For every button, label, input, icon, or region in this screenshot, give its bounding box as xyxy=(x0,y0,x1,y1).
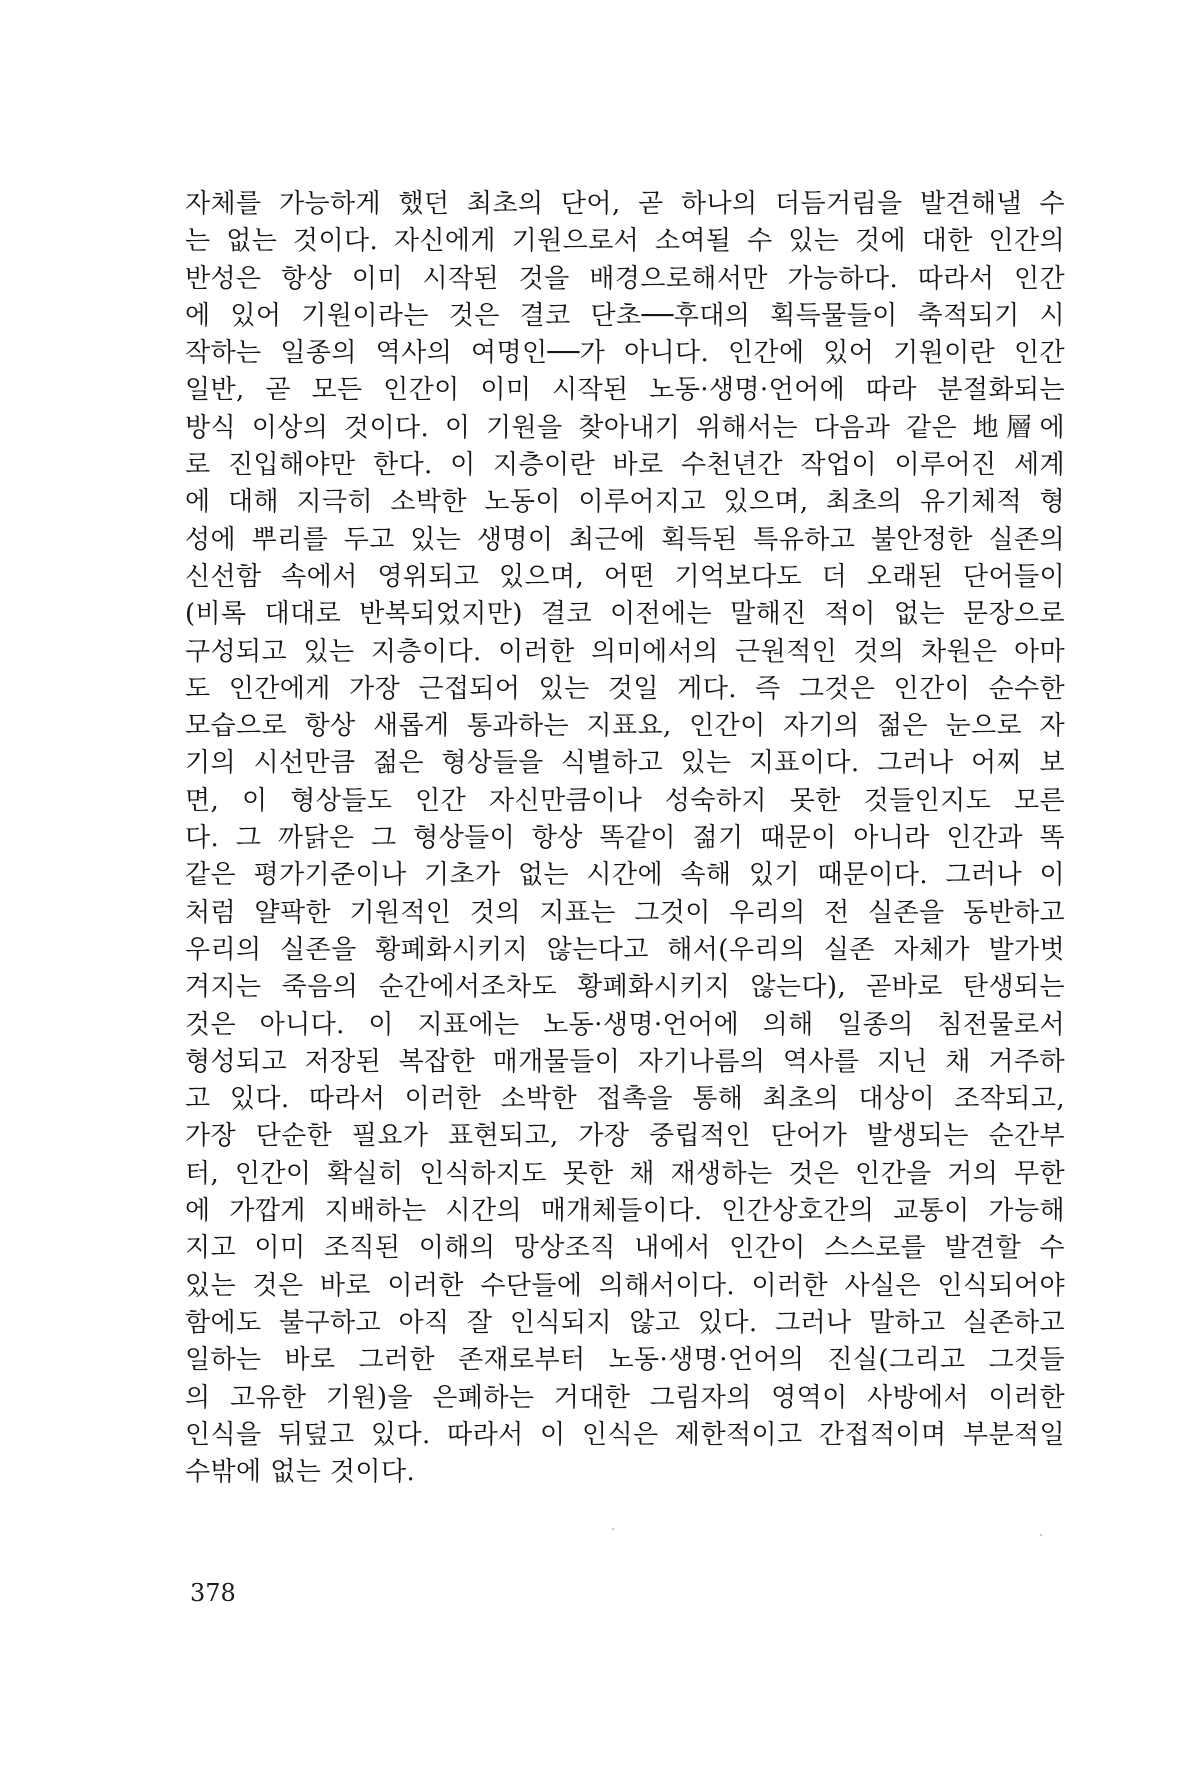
text-line: 일반, 곧 모든 인간이 이미 시작된 노동·생명·언어에 따라 분절화되는 xyxy=(185,375,1065,406)
text-line: 인식을 뒤덮고 있다. 따라서 이 인식은 제한적이고 간접적이며 부분적일 xyxy=(185,1419,1065,1450)
text-line: 성에 뿌리를 두고 있는 생명이 최근에 획득된 특유하고 불안정한 실존의 xyxy=(185,524,1065,555)
text-line: 반성은 항상 이미 시작된 것을 배경으로해서만 가능하다. 따라서 인간 xyxy=(185,263,1065,294)
text-line: 지고 이미 조직된 이해의 망상조직 내에서 인간이 스스로를 발견할 수 xyxy=(185,1233,1065,1264)
text-line: 일하는 바로 그러한 존재로부터 노동·생명·언어의 진실(그리고 그것들 xyxy=(185,1345,1065,1376)
text-line: 기의 시선만큼 젊은 형상들을 식별하고 있는 지표이다. 그러나 어찌 보 xyxy=(185,748,1065,779)
text-line: 것은 아니다. 이 지표에는 노동·생명·언어에 의해 일종의 침전물로서 xyxy=(185,1009,1065,1040)
body-text xyxy=(185,186,1065,1491)
text-line: 도 인간에게 가장 근접되어 있는 것일 게다. 즉 그것은 인간이 순수한 xyxy=(185,673,1065,704)
text-line: 로 진입해야만 한다. 이 지층이란 바로 수천년간 작업이 이루어진 세계 xyxy=(185,450,1065,481)
text-line: 면, 이 형상들도 인간 자신만큼이나 성숙하지 못한 것들인지도 모른 xyxy=(185,785,1065,816)
text-line: 자체를 가능하게 했던 최초의 단어, 곧 하나의 더듬거림을 발견해낼 수 xyxy=(185,189,1065,219)
text-line: 함에도 불구하고 아직 잘 인식되지 않고 있다. 그러나 말하고 실존하고 xyxy=(185,1307,1065,1338)
text-line: 는 없는 것이다. 자신에게 기원으로서 소여될 수 있는 것에 대한 인간의 xyxy=(185,226,1065,257)
text-line: 다. 그 까닭은 그 형상들이 항상 똑같이 젊기 때문이 아니라 인간과 똑 xyxy=(185,823,1065,854)
text-line-last: 수밖에 없는 것이다. xyxy=(185,1457,416,1488)
text-line: 의 고유한 기원)을 은폐하는 거대한 그림자의 영역이 사방에서 이러한 xyxy=(185,1382,1065,1413)
scan-speck xyxy=(612,1528,614,1530)
text-line: 모습으로 항상 새롭게 통과하는 지표요, 인간이 자기의 젊은 눈으로 자 xyxy=(185,711,1065,742)
text-line: 에 있어 기원이라는 것은 결코 단초──후대의 획득물들이 축적되기 시 xyxy=(185,300,1065,331)
text-line: 처럼 얄팍한 기원적인 것의 지표는 그것이 우리의 전 실존을 동반하고 xyxy=(185,897,1065,928)
text-line: (비록 대대로 반복되었지만) 결코 이전에는 말해진 적이 없는 문장으로 xyxy=(185,599,1065,630)
text-line: 작하는 일종의 역사의 여명인──가 아니다. 인간에 있어 기원이란 인간 xyxy=(185,338,1065,369)
scan-speck xyxy=(1040,1534,1042,1536)
text-line: 있는 것은 바로 이러한 수단들에 의해서이다. 이러한 사실은 인식되어야 xyxy=(185,1270,1065,1301)
text-line: 우리의 실존을 황폐화시키지 않는다고 해서(우리의 실존 자체가 발가벗 xyxy=(185,934,1065,965)
text-line: 신선함 속에서 영위되고 있으며, 어떤 기억보다도 더 오래된 단어들이 xyxy=(185,561,1065,592)
text-line: 같은 평가기준이나 기초가 없는 시간에 속해 있기 때문이다. 그러나 이 xyxy=(185,860,1065,891)
text-line: 구성되고 있는 지층이다. 이러한 의미에서의 근원적인 것의 차원은 아마 xyxy=(185,636,1065,667)
text-line: 형성되고 저장된 복잡한 매개물들이 자기나름의 역사를 지닌 채 거주하 xyxy=(185,1046,1065,1077)
text-line: 방식 이상의 것이다. 이 기원을 찾아내기 위해서는 다음과 같은 地層에 xyxy=(185,412,1065,443)
text-line: 고 있다. 따라서 이러한 소박한 접촉을 통해 최초의 대상이 조작되고, xyxy=(185,1084,1065,1115)
page-number: 378 xyxy=(190,1579,236,1607)
text-line: 터, 인간이 확실히 인식하지도 못한 채 재생하는 것은 인간을 거의 무한 xyxy=(185,1158,1065,1189)
text-line: 겨지는 죽음의 순간에서조차도 황폐화시키지 않는다), 곧바로 탄생되는 xyxy=(185,972,1065,1003)
text-line: 가장 단순한 필요가 표현되고, 가장 중립적인 단어가 발생되는 순간부 xyxy=(185,1121,1065,1152)
text-line: 에 대해 지극히 소박한 노동이 이루어지고 있으며, 최초의 유기체적 형 xyxy=(185,487,1065,518)
text-line: 에 가깝게 지배하는 시간의 매개체들이다. 인간상호간의 교통이 가능해 xyxy=(185,1196,1065,1227)
